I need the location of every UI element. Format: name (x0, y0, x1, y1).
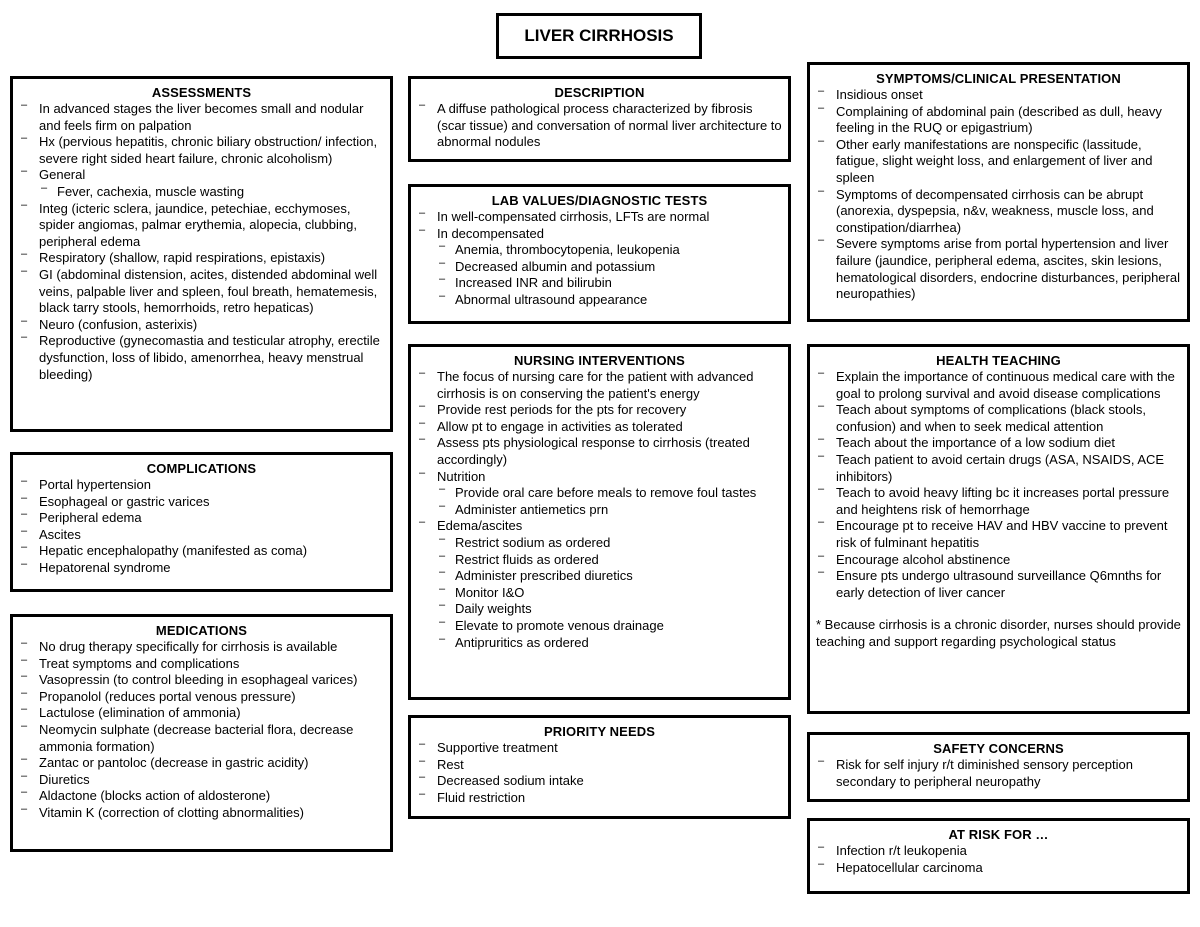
lab-values-item: – In decompensated (417, 226, 782, 243)
safety-concerns-item: – Risk for self injury r/t diminished sensory perception secondary to peripheral neuropathy (816, 757, 1181, 790)
safety-concerns-box (807, 732, 1190, 802)
nursing-interventions-item: – Administer antiemetics prn (417, 502, 782, 519)
medications-item: – Propanolol (reduces portal venous pressure) (19, 689, 384, 706)
assessments-heading: ASSESSMENTS (151, 85, 252, 100)
priority-needs-heading: PRIORITY NEEDS (544, 724, 655, 739)
at-risk-for-list (816, 843, 1181, 876)
medications-item: – Neomycin sulphate (decrease bacterial flora, decrease ammonia formation) (19, 722, 384, 755)
medications-heading: MEDICATIONS (155, 623, 248, 638)
medications-item: – Lactulose (elimination of ammonia) (19, 705, 384, 722)
lab-values-item: – Decreased albumin and potassium (417, 259, 782, 276)
lab-values-item: – In well-compensated cirrhosis, LFTs are normal (417, 209, 782, 226)
assessments-item: – Integ (icteric sclera, jaundice, petechiae, ecchymoses, spider angiomas, palmar erythemia, alopecia, clubbing, peripheral edema (19, 201, 384, 251)
health-teaching-item: – Encourage alcohol abstinence (816, 552, 1181, 569)
complications-item: – Ascites (19, 527, 384, 544)
medications-list (19, 639, 384, 822)
nursing-interventions-item: – Administer prescribed diuretics (417, 568, 782, 585)
symptoms-box (807, 62, 1190, 322)
lab-values-list (417, 209, 782, 309)
description-box (408, 76, 791, 162)
assessments-list (19, 101, 384, 383)
nursing-interventions-item: – Elevate to promote venous drainage (417, 618, 782, 635)
symptoms-item: – Severe symptoms arise from portal hypertension and liver failure (jaundice, peripheral edema, ascites, skin lesions, hematological disorders, endocrine disturbances, peripheral neuropathies) (816, 236, 1181, 302)
safety-concerns-heading: SAFETY CONCERNS (933, 741, 1064, 756)
complications-item: – Hepatic encephalopathy (manifested as coma) (19, 543, 384, 560)
health-teaching-item: – Ensure pts undergo ultrasound surveillance Q6mnths for early detection of liver cancer (816, 568, 1181, 601)
assessments-box (10, 76, 393, 432)
complications-box (10, 452, 393, 592)
assessments-item: – Neuro (confusion, asterixis) (19, 317, 384, 334)
symptoms-item: – Symptoms of decompensated cirrhosis can be abrupt (anorexia, dyspepsia, n&v, weakness, muscle loss, and constipation/diarrhea) (816, 187, 1181, 237)
priority-needs-item: – Fluid restriction (417, 790, 782, 807)
complications-item: – Hepatorenal syndrome (19, 560, 384, 577)
symptoms-item: – Other early manifestations are nonspecific (lassitude, fatigue, slight weight loss, and enlargement of liver and spleen (816, 137, 1181, 187)
medications-item: – Treat symptoms and complications (19, 656, 384, 673)
lab-values-heading: LAB VALUES/DIAGNOSTIC TESTS (491, 193, 708, 208)
assessments-item: – Hx (pervious hepatitis, chronic biliary obstruction/ infection, severe right sided heart failure, chronic alcoholism) (19, 134, 384, 167)
medications-item: – Aldactone (blocks action of aldosterone) (19, 788, 384, 805)
health-teaching-item: – Teach patient to avoid certain drugs (ASA, NSAIDS, ACE inhibitors) (816, 452, 1181, 485)
assessments-item: – In advanced stages the liver becomes small and nodular and feels firm on palpation (19, 101, 384, 134)
complications-item: – Esophageal or gastric varices (19, 494, 384, 511)
priority-needs-item: – Decreased sodium intake (417, 773, 782, 790)
lab-values-item: – Anemia, thrombocytopenia, leukopenia (417, 242, 782, 259)
complications-heading: COMPLICATIONS (146, 461, 257, 476)
priority-needs-item: – Supportive treatment (417, 740, 782, 757)
assessments-item: – Reproductive (gynecomastia and testicular atrophy, erectile dysfunction, loss of libido, amenorrhea, heavy menstrual bleeding) (19, 333, 384, 383)
at-risk-for-box (807, 818, 1190, 894)
nursing-interventions-item: – Monitor I&O (417, 585, 782, 602)
assessments-item: – GI (abdominal distension, acites, distended abdominal well veins, palpable liver and spleen, foul breath, hematemesis, black tarry stools, hemorrhoids, retro hepaticas) (19, 267, 384, 317)
description-list (417, 101, 782, 151)
nursing-interventions-item: – Provide oral care before meals to remove foul tastes (417, 485, 782, 502)
nursing-interventions-item: – Assess pts physiological response to cirrhosis (treated accordingly) (417, 435, 782, 468)
nursing-interventions-item: – Daily weights (417, 601, 782, 618)
at-risk-for-item: – Hepatocellular carcinoma (816, 860, 1181, 877)
nursing-interventions-item: – Antipruritics as ordered (417, 635, 782, 652)
complications-item: – Peripheral edema (19, 510, 384, 527)
health-teaching-item: – Teach to avoid heavy lifting bc it increases portal pressure and heightens risk of hemorrhage (816, 485, 1181, 518)
medications-item: – Zantac or pantoloc (decrease in gastric acidity) (19, 755, 384, 772)
health-teaching-box (807, 344, 1190, 714)
lab-values-item: – Abnormal ultrasound appearance (417, 292, 782, 309)
description-item: – A diffuse pathological process characterized by fibrosis (scar tissue) and conversation of normal liver architecture to abnormal nodules (417, 101, 782, 151)
medications-item: – Diuretics (19, 772, 384, 789)
symptoms-list (816, 87, 1181, 303)
complications-list (19, 477, 384, 577)
at-risk-for-item: – Infection r/t leukopenia (816, 843, 1181, 860)
health-teaching-heading: HEALTH TEACHING (936, 353, 1061, 368)
nursing-interventions-item: – The focus of nursing care for the patient with advanced cirrhosis is on conserving the patient's energy (417, 369, 782, 402)
lab-values-box (408, 184, 791, 324)
assessments-item: – Fever, cachexia, muscle wasting (19, 184, 384, 201)
symptoms-heading: SYMPTOMS/CLINICAL PRESENTATION (876, 71, 1121, 86)
assessments-item: – Respiratory (shallow, rapid respirations, epistaxis) (19, 250, 384, 267)
description-heading: DESCRIPTION (554, 85, 645, 100)
at-risk-for-heading: AT RISK FOR … (948, 827, 1049, 842)
nursing-interventions-item: – Restrict sodium as ordered (417, 535, 782, 552)
health-teaching-item: – Explain the importance of continuous medical care with the goal to prolong survival and avoid disease complications (816, 369, 1181, 402)
complications-item: – Portal hypertension (19, 477, 384, 494)
priority-needs-list (417, 740, 782, 806)
symptoms-item: – Complaining of abdominal pain (described as dull, heavy feeling in the RUQ or epigastrium) (816, 104, 1181, 137)
medications-item: – Vitamin K (correction of clotting abnormalities) (19, 805, 384, 822)
symptoms-item: – Insidious onset (816, 87, 1181, 104)
priority-needs-box (408, 715, 791, 819)
nursing-interventions-list (417, 369, 782, 651)
medications-item: – No drug therapy specifically for cirrhosis is available (19, 639, 384, 656)
health-teaching-item: – Teach about symptoms of complications (black stools, confusion) and when to seek medical attention (816, 402, 1181, 435)
health-teaching-list (816, 369, 1181, 601)
medications-box (10, 614, 393, 852)
nursing-interventions-item: – Provide rest periods for the pts for recovery (417, 402, 782, 419)
nursing-interventions-heading: NURSING INTERVENTIONS (514, 353, 685, 368)
safety-concerns-list (816, 757, 1181, 790)
nursing-interventions-item: – Edema/ascites (417, 518, 782, 535)
lab-values-item: – Increased INR and bilirubin (417, 275, 782, 292)
health-teaching-item: – Encourage pt to receive HAV and HBV vaccine to prevent risk of fulminant hepatitis (816, 518, 1181, 551)
assessments-item: – General (19, 167, 384, 184)
nursing-interventions-item: – Restrict fluids as ordered (417, 552, 782, 569)
medications-item: – Vasopressin (to control bleeding in esophageal varices) (19, 672, 384, 689)
nursing-interventions-item: – Nutrition (417, 469, 782, 486)
health-teaching-note: * Because cirrhosis is a chronic disorder, nurses should provide teaching and support regarding psychological status (816, 617, 1181, 649)
health-teaching-item: – Teach about the importance of a low sodium diet (816, 435, 1181, 452)
nursing-interventions-box (408, 344, 791, 700)
priority-needs-item: – Rest (417, 757, 782, 774)
nursing-interventions-item: – Allow pt to engage in activities as tolerated (417, 419, 782, 436)
page-title: LIVER CIRRHOSIS (496, 13, 702, 59)
